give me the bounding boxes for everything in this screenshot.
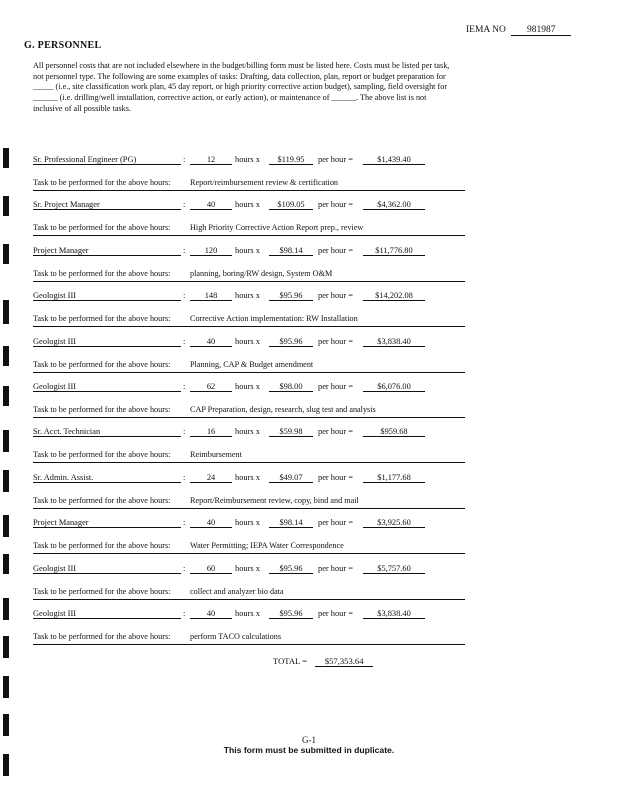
hours-label: hours x: [235, 518, 260, 527]
punch-mark: [3, 714, 9, 736]
hours-value: 12: [190, 155, 232, 165]
hours-value: 40: [190, 200, 232, 210]
punch-mark: [3, 636, 9, 658]
task-label: Task to be performed for the above hours:: [33, 587, 171, 596]
hours-label: hours x: [235, 291, 260, 300]
rate-value: $59.98: [269, 427, 313, 437]
colon-separator: :: [183, 246, 186, 255]
task-description: High Priority Corrective Action Report prep., review: [190, 223, 364, 232]
colon-separator: :: [183, 564, 186, 573]
task-label: Task to be performed for the above hours:: [33, 314, 171, 323]
amount-value: $1,439.40: [363, 155, 425, 165]
amount-value: $5,757.60: [363, 564, 425, 574]
amount-value: $3,838.40: [363, 337, 425, 347]
hours-label: hours x: [235, 246, 260, 255]
rate-value: $49.07: [269, 473, 313, 483]
amount-value: $11,776.80: [363, 246, 425, 256]
hours-value: 60: [190, 564, 232, 574]
punch-mark: [3, 515, 9, 537]
punch-mark: [3, 244, 9, 264]
task-label: Task to be performed for the above hours:: [33, 405, 171, 414]
hours-value: 40: [190, 518, 232, 528]
hours-label: hours x: [235, 609, 260, 618]
task-label: Task to be performed for the above hours:: [33, 450, 171, 459]
personnel-role: Sr. Admin. Assist.: [33, 473, 181, 483]
hours-label: hours x: [235, 473, 260, 482]
total-line: [273, 656, 373, 667]
personnel-role: Project Manager: [33, 518, 181, 528]
iema-number-field: [466, 25, 571, 36]
personnel-role: Sr. Project Manager: [33, 200, 181, 210]
task-line: [33, 496, 465, 509]
punch-mark: [3, 676, 9, 698]
hours-value: 40: [190, 609, 232, 619]
colon-separator: :: [183, 200, 186, 209]
personnel-role: Geologist III: [33, 337, 181, 347]
per-hour-label: per hour =: [318, 200, 353, 209]
task-label: Task to be performed for the above hours:: [33, 541, 171, 550]
colon-separator: :: [183, 337, 186, 346]
amount-value: $959.68: [363, 427, 425, 437]
personnel-role: Geologist III: [33, 609, 181, 619]
per-hour-label: per hour =: [318, 518, 353, 527]
colon-separator: :: [183, 609, 186, 618]
rate-value: $95.96: [269, 564, 313, 574]
task-line: [33, 450, 465, 463]
per-hour-label: per hour =: [318, 337, 353, 346]
per-hour-label: per hour =: [318, 564, 353, 573]
punch-mark: [3, 196, 9, 216]
punch-mark: [3, 346, 9, 366]
hours-label: hours x: [235, 337, 260, 346]
task-line: [33, 360, 465, 373]
iema-label: IEMA NO: [466, 25, 506, 35]
total-value: $57,353.64: [315, 656, 373, 667]
rate-value: $95.96: [269, 337, 313, 347]
task-label: Task to be performed for the above hours:: [33, 632, 171, 641]
task-label: Task to be performed for the above hours:: [33, 223, 171, 232]
hours-label: hours x: [235, 564, 260, 573]
colon-separator: :: [183, 291, 186, 300]
page-number: G-1: [302, 735, 316, 745]
hours-value: 148: [190, 291, 232, 301]
punch-mark: [3, 554, 9, 574]
task-description: collect and analyzer bio data: [190, 587, 284, 596]
personnel-role: Geologist III: [33, 564, 181, 574]
task-line: [33, 632, 465, 645]
hours-label: hours x: [235, 427, 260, 436]
task-description: CAP Preparation, design, research, slug test and analysis: [190, 405, 376, 414]
rate-value: $95.96: [269, 609, 313, 619]
punch-mark: [3, 300, 9, 324]
rate-value: $98.14: [269, 246, 313, 256]
task-label: Task to be performed for the above hours:: [33, 360, 171, 369]
colon-separator: :: [183, 155, 186, 164]
amount-value: $3,925.60: [363, 518, 425, 528]
per-hour-label: per hour =: [318, 473, 353, 482]
amount-value: $4,362.00: [363, 200, 425, 210]
task-line: [33, 178, 465, 191]
hours-label: hours x: [235, 382, 260, 391]
task-description: Report/reimbursement review & certification: [190, 178, 339, 187]
hours-value: 24: [190, 473, 232, 483]
task-description: Planning, CAP & Budget amendment: [190, 360, 314, 369]
amount-value: $14,202.08: [363, 291, 425, 301]
amount-value: $3,838.40: [363, 609, 425, 619]
task-line: [33, 541, 465, 554]
punch-mark: [3, 470, 9, 492]
task-line: [33, 587, 465, 600]
intro-paragraph: All personnel costs that are not included elsewhere in the budget/billing form must be listed here. Costs must be listed per task, not personnel type. The following are some examples of tasks: Drafting, data collection, plan, report or budget preparation for _____ (i.e., site classification work plan, 45 day report, or high priority corrective action budget), sampling, field oversight for ______ (i.e. drilling/well installation, corrective action, or early action), or maintenance of ______. The above list is not inclusive of all possible tasks.: [33, 61, 450, 113]
rate-value: $98.14: [269, 518, 313, 528]
task-description: perform TACO calculations: [190, 632, 282, 641]
personnel-role: Sr. Professional Engineer (PG): [33, 155, 181, 165]
per-hour-label: per hour =: [318, 155, 353, 164]
per-hour-label: per hour =: [318, 246, 353, 255]
hours-value: 62: [190, 382, 232, 392]
hours-value: 40: [190, 337, 232, 347]
task-label: Task to be performed for the above hours:: [33, 269, 171, 278]
personnel-role: Geologist III: [33, 291, 181, 301]
per-hour-label: per hour =: [318, 291, 353, 300]
task-line: [33, 314, 465, 327]
per-hour-label: per hour =: [318, 609, 353, 618]
total-label: TOTAL =: [273, 656, 307, 666]
personnel-role: Project Manager: [33, 246, 181, 256]
footer-note: This form must be submitted in duplicate.: [223, 745, 395, 755]
task-line: [33, 269, 465, 282]
task-description: Report/Reimbursement review, copy, bind and mail: [190, 496, 359, 505]
hours-value: 120: [190, 246, 232, 256]
iema-number: 981987: [511, 25, 571, 36]
per-hour-label: per hour =: [318, 427, 353, 436]
amount-value: $1,177.68: [363, 473, 425, 483]
hours-label: hours x: [235, 200, 260, 209]
colon-separator: :: [183, 427, 186, 436]
colon-separator: :: [183, 473, 186, 482]
task-label: Task to be performed for the above hours:: [33, 496, 171, 505]
hours-value: 16: [190, 427, 232, 437]
rate-value: $98.00: [269, 382, 313, 392]
task-label: Task to be performed for the above hours:: [33, 178, 171, 187]
task-description: Corrective Action implementation: RW Installation: [190, 314, 358, 323]
task-description: planning, boring/RW design, System O&M: [190, 269, 333, 278]
punch-mark: [3, 386, 9, 406]
personnel-role: Sr. Acct. Technician: [33, 427, 181, 437]
task-line: [33, 405, 465, 418]
personnel-role: Geologist III: [33, 382, 181, 392]
hours-label: hours x: [235, 155, 260, 164]
amount-value: $6,076.00: [363, 382, 425, 392]
colon-separator: :: [183, 518, 186, 527]
rate-value: $109.05: [269, 200, 313, 210]
rate-value: $95.96: [269, 291, 313, 301]
punch-mark: [3, 754, 9, 776]
section-title: G. PERSONNEL: [24, 40, 102, 51]
task-description: Water Permitting; IEPA Water Correspondence: [190, 541, 344, 550]
punch-mark: [3, 430, 9, 452]
task-line: [33, 223, 465, 236]
punch-mark: [3, 148, 9, 168]
task-description: Reimbursement: [190, 450, 242, 459]
per-hour-label: per hour =: [318, 382, 353, 391]
rate-value: $119.95: [269, 155, 313, 165]
colon-separator: :: [183, 382, 186, 391]
punch-mark: [3, 598, 9, 620]
